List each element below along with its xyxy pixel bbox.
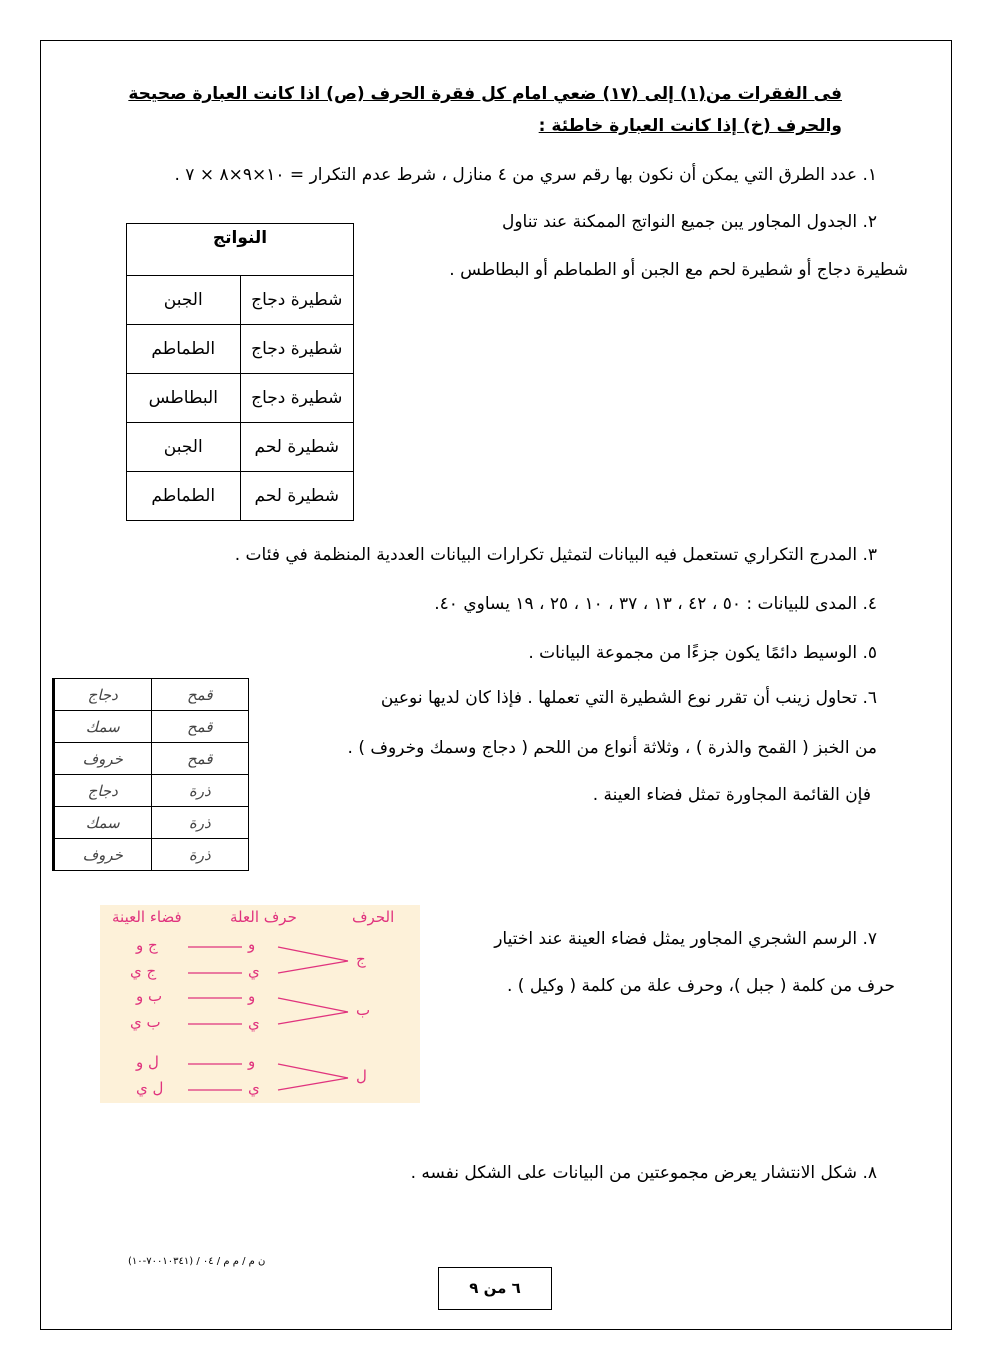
tree-diagram xyxy=(100,905,420,1103)
table-cell: قمح xyxy=(151,711,249,743)
tree-outcome: ج ي xyxy=(130,962,157,980)
table-row xyxy=(54,679,249,711)
table-cell: البطاطس xyxy=(127,374,241,423)
tree-vowel: و xyxy=(248,987,256,1005)
branch-line xyxy=(278,1078,348,1090)
instructions-heading-line2: والحرف (خ) إذا كانت العبارة خاطئة : xyxy=(538,116,842,136)
tree-header-sample-space: فضاء العينة xyxy=(112,908,182,926)
tree-outcome: ب ي xyxy=(130,1013,161,1031)
table-cell: خروف xyxy=(54,743,152,775)
question-1: ١. عدد الطرق التي يمكن أن نكون بها رقم سري من ٤ منازل ، شرط عدم التكرار = ١٠×٩×٨ × ٧ . xyxy=(174,165,877,185)
table-cell: شطيرة دجاج xyxy=(240,374,354,423)
outcomes-table xyxy=(126,223,354,521)
table-cell: دجاج xyxy=(54,679,152,711)
question-8: ٨. شكل الانتشار يعرض مجموعتين من البيانات على الشكل نفسه . xyxy=(410,1163,877,1183)
tree-vowel: ي xyxy=(248,962,260,980)
sample-space-table xyxy=(52,678,249,871)
table-row xyxy=(54,807,249,839)
page-number: ٦ من ٩ xyxy=(438,1267,552,1310)
tree-letter: ل xyxy=(356,1067,367,1085)
table-row xyxy=(54,775,249,807)
branch-line xyxy=(278,998,348,1012)
table-cell: دجاج xyxy=(54,775,152,807)
table-row xyxy=(127,325,354,374)
outcomes-header: النواتج xyxy=(127,224,354,276)
table-cell: سمك xyxy=(54,807,152,839)
table-cell: خروف xyxy=(54,839,152,871)
tree-letter: ج xyxy=(356,950,366,968)
table-cell: الطماطم xyxy=(127,325,241,374)
table-row xyxy=(54,743,249,775)
question-6-line1: ٦. تحاول زينب أن تقرر نوع الشطيرة التي تعملها . فإذا كان لديها نوعين xyxy=(380,688,877,708)
tree-outcome: ل ي xyxy=(136,1079,164,1097)
branch-line xyxy=(278,947,348,961)
table-cell: ذرة xyxy=(151,775,249,807)
branch-line xyxy=(278,1012,348,1024)
table-row xyxy=(127,423,354,472)
branch-line xyxy=(278,961,348,973)
question-3: ٣. المدرج التكراري تستعمل فيه البيانات لتمثيل تكرارات البيانات العددية المنظمة في فئات . xyxy=(234,545,877,565)
tree-outcome: ج و xyxy=(136,936,158,954)
document-code: ن م / م م / ٠٤ / (٧٠٠١٠٣٤١-١٠) xyxy=(128,1256,266,1267)
question-7-line2: حرف من كلمة ( جبل )، وحرف علة من كلمة ( وكيل ) . xyxy=(506,976,895,996)
table-cell: ذرة xyxy=(151,807,249,839)
table-cell: ذرة xyxy=(151,839,249,871)
question-6-line2: من الخبز ( القمح والذرة ) ، وثلاثة أنواع من اللحم ( دجاج وسمك وخروف ) . xyxy=(347,738,877,758)
tree-header-vowel: حرف العلة xyxy=(230,908,297,926)
tree-vowel: ي xyxy=(248,1014,260,1032)
question-4: ٤. المدى للبيانات : ٥٠ ، ٤٢ ، ١٣ ، ٣٧ ، ١٠ ، ٢٥ ، ١٩ يساوي ٤٠. xyxy=(434,594,877,614)
table-cell: الجبن xyxy=(127,276,241,325)
table-cell: قمح xyxy=(151,679,249,711)
question-2-line2: شطيرة دجاج أو شطيرة لحم مع الجبن أو الطماطم أو البطاطس . xyxy=(449,260,908,280)
table-cell: شطيرة دجاج xyxy=(240,325,354,374)
question-2-line1: ٢. الجدول المجاور يبن جميع النواتج الممكنة عند تناول xyxy=(502,212,877,232)
tree-outcome: ب و xyxy=(136,987,163,1005)
table-cell: قمح xyxy=(151,743,249,775)
table-cell: سمك xyxy=(54,711,152,743)
instructions-heading-line1: فى الفقرات من(١) إلى (١٧) ضعي امام كل فقرة الحرف (ص) اذا كانت العبارة صحيحة xyxy=(128,84,842,104)
question-7-line1: ٧. الرسم الشجري المجاور يمثل فضاء العينة عند اختيار xyxy=(494,929,877,949)
tree-vowel: و xyxy=(248,1052,256,1070)
table-cell: شطيرة لحم xyxy=(240,472,354,521)
table-cell: الجبن xyxy=(127,423,241,472)
table-row xyxy=(54,711,249,743)
tree-vowel: ي xyxy=(248,1079,260,1097)
table-cell: شطيرة لحم xyxy=(240,423,354,472)
table-row xyxy=(54,839,249,871)
tree-header-letter: الحرف xyxy=(352,908,395,926)
table-cell: الطماطم xyxy=(127,472,241,521)
question-6-line3: فإن القائمة المجاورة تمثل فضاء العينة . xyxy=(592,785,871,805)
question-5: ٥. الوسيط دائمًا يكون جزءًا من مجموعة البيانات . xyxy=(528,643,877,663)
table-cell: شطيرة دجاج xyxy=(240,276,354,325)
branch-line xyxy=(278,1064,348,1078)
tree-outcome: ل و xyxy=(136,1053,159,1071)
tree-letter: ب xyxy=(356,1001,371,1019)
table-row xyxy=(127,276,354,325)
tree-vowel: و xyxy=(248,935,256,953)
table-row xyxy=(127,472,354,521)
table-row xyxy=(127,374,354,423)
